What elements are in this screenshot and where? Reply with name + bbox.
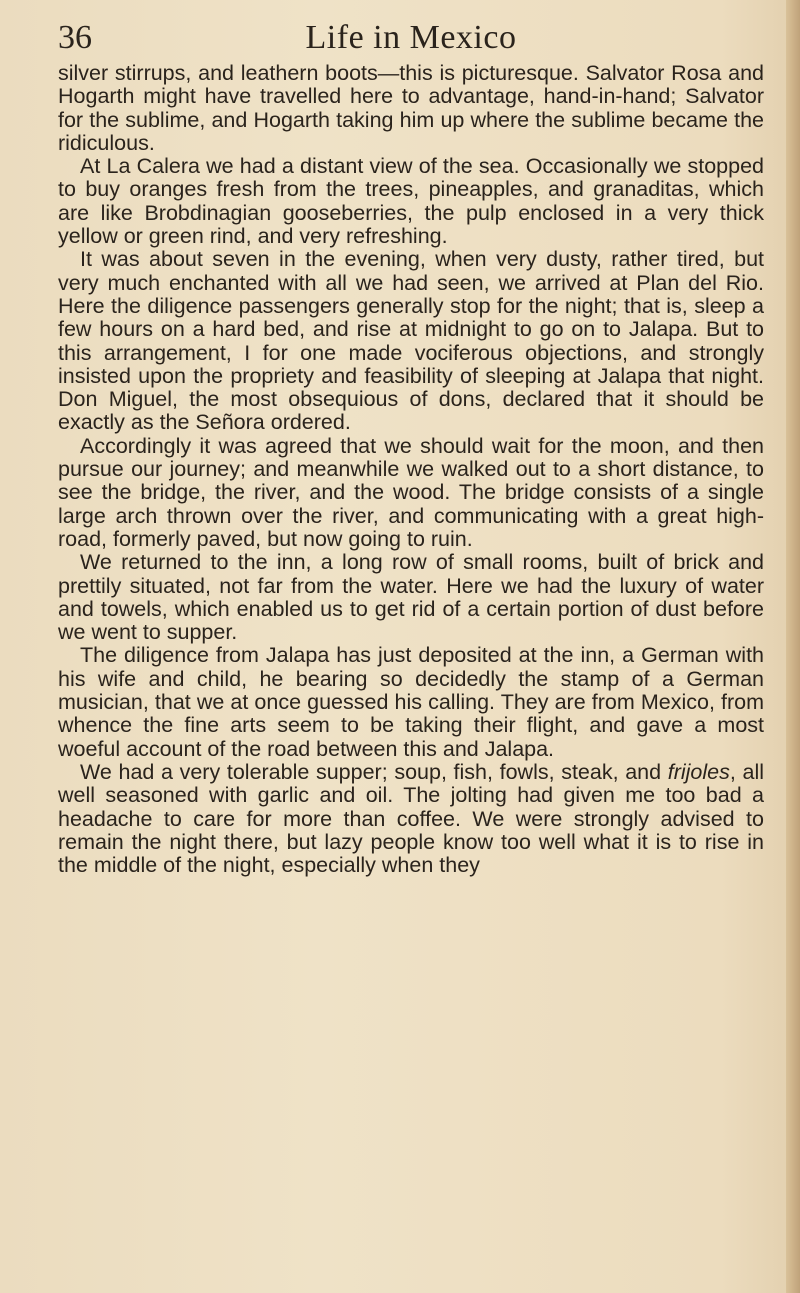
page-number: 36 [58,19,92,56]
paragraph-text: The diligence from Jalapa has just deposited at the inn, a German with his wife and child, he bearing so decidedly the stamp of a German musician, that we at once guessed his calling. They are from Mexico, from whence the fine arts seem to be taking their flight, and gave a most woeful account of the road between this and Jalapa. [58,643,764,761]
paragraph-text: It was about seven in the evening, when very dusty, rather tired, but very much enchanted with all we had seen, we arrived at Plan del Rio. Here the diligence passengers generally stop for the night; that is, sleep a few hours on a hard bed, and rise at midnight to go on to Jalapa. But to this arrangement, I for one made vociferous objections, and strongly insisted upon the propriety and feasibility of sleeping at Jalapa that night. Don Miguel, the most obsequious of dons, declared that it should be exactly as the Señora ordered. [58,247,764,435]
running-title: Life in Mexico [305,19,517,56]
body-text [58,62,764,877]
page-header [58,14,764,62]
paragraph-text: We had a very tolerable supper; soup, fish, fowls, steak, and [80,759,668,784]
paragraph [58,551,764,644]
paragraph [58,435,764,551]
paragraph [58,644,764,760]
page-edge [786,0,800,1293]
italic-text: frijoles [667,759,730,784]
paragraph-text: We returned to the inn, a long row of small rooms, built of brick and prettily situated, not far from the water. Here we had the luxury of water and towels, which enabled us to get rid of a certain portion of dust before we went to supper. [58,550,764,645]
paragraph-text: , all well seasoned with garlic and oil. The jolting had given me too bad a headache to care for more than coffee. We were strongly advised to remain the night there, but lazy people know too well what it is to rise in the middle of the night, especially when they [58,759,764,878]
paragraph [58,248,764,434]
paragraph [58,761,764,877]
paragraph [58,155,764,248]
paragraph-text: silver stirrups, and leathern boots—this is picturesque. Salvator Rosa and Hogarth might have travelled here to advantage, hand-in-hand; Salvator for the sublime, and Hogarth taking him up where the sublime became the ridiculous. [58,61,764,155]
paragraph [58,62,764,155]
paragraph-text: Accordingly it was agreed that we should wait for the moon, and then pursue our journey; and meanwhile we walked out to a short distance, to see the bridge, the river, and the wood. The bridge consists of a single large arch thrown over the river, and communicating with a great high-road, formerly paved, but now going to ruin. [58,433,764,551]
paragraph-text: At La Calera we had a distant view of the sea. Occasionally we stopped to buy oranges fresh from the trees, pineapples, and granaditas, which are like Brobdinagian gooseberries, the pulp enclosed in a very thick yellow or green rind, and very refreshing. [58,154,764,249]
